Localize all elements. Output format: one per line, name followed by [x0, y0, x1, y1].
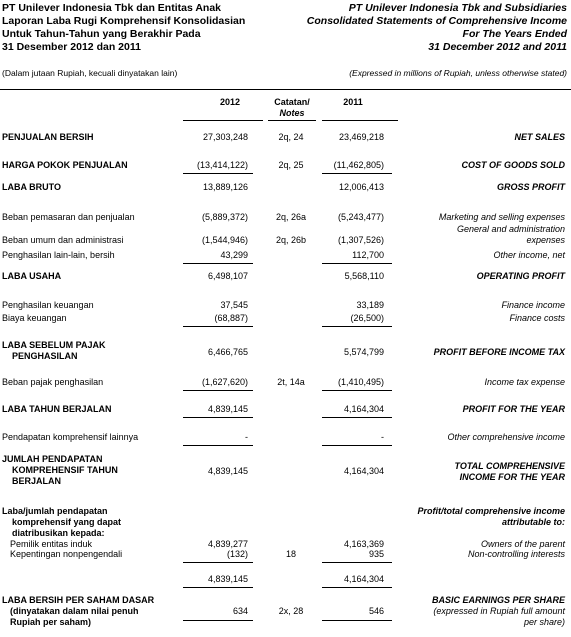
row-label-en-oci: Other comprehensive income	[447, 432, 565, 442]
value-2011-operating-profit: 5,568,110	[344, 271, 384, 281]
note-general: 2q, 26b	[275, 235, 307, 245]
period-date: 31 Desember 2012 dan 2011	[2, 41, 141, 53]
value-2011-marketing: (5,243,477)	[337, 212, 384, 222]
subtotal-rule	[183, 587, 253, 588]
row-label-tci: JUMLAH PENDAPATAN	[2, 454, 103, 464]
subtotal-rule	[183, 445, 253, 446]
company-name: PT Unilever Indonesia Tbk dan Entitas Anak	[2, 2, 221, 14]
note-cogs: 2q, 25	[278, 160, 304, 170]
value-2012-other-income: 43,299	[220, 250, 248, 260]
final-rule	[183, 620, 253, 621]
row-label2-tci: KOMPREHENSIF TAHUN	[12, 465, 118, 475]
row-label-en-tax: Income tax expense	[484, 377, 565, 387]
row-label-nci: Kepentingan nonpengendali	[10, 549, 123, 559]
subtotal-rule	[322, 587, 392, 588]
subtotal-rule	[322, 263, 392, 264]
value-2011-nci: 935	[368, 549, 384, 559]
note-eps: 2x, 28	[278, 606, 304, 616]
row-label-en-general: General and administration	[456, 224, 565, 234]
value-2011-profit-year: 4,164,304	[343, 404, 384, 414]
subtotal-rule	[183, 263, 253, 264]
period-label-en: For The Years Ended	[462, 28, 567, 40]
col-2012: 2012	[219, 97, 241, 107]
subtotal-rule	[183, 326, 253, 327]
row-label-en-attrib: Profit/total comprehensive income	[417, 506, 565, 516]
row-label-profit-year: LABA TAHUN BERJALAN	[2, 404, 112, 414]
row-label-attrib: Laba/jumlah pendapatan	[2, 506, 108, 516]
row-label-en-other-income: Other income, net	[493, 250, 565, 260]
value-2012-operating-profit: 6,498,107	[207, 271, 248, 281]
value-2011-owners: 4,163,369	[343, 539, 384, 549]
row-label-marketing: Beban pemasaran dan penjualan	[2, 212, 135, 222]
row-label-other-income: Penghasilan lain-lain, bersih	[2, 250, 115, 260]
col-notes: Catatan/	[274, 97, 310, 107]
subtotal-rule	[183, 173, 253, 174]
row-label-en2-tci: INCOME FOR THE YEAR	[459, 472, 565, 482]
row-label3-eps: Rupiah per saham)	[10, 617, 92, 627]
value-2011-cogs: (11,462,805)	[333, 160, 384, 170]
value-2012-nci: (132)	[226, 549, 248, 559]
note-nci: 18	[285, 549, 296, 559]
row-label-operating-profit: LABA USAHA	[2, 271, 62, 281]
period-date-en: 31 December 2012 and 2011	[428, 41, 567, 53]
row-label-en-owners: Owners of the parent	[480, 539, 565, 549]
value-2011-general: (1,307,526)	[337, 235, 384, 245]
statement-title-en: Consolidated Statements of Comprehensive Income	[306, 15, 567, 27]
value-2012-gross-profit: 13,889,126	[202, 182, 248, 192]
row-label-en-finance-income: Finance income	[501, 300, 565, 310]
subtotal-rule	[183, 390, 253, 391]
row-label-en-operating-profit: OPERATING PROFIT	[476, 271, 565, 281]
row-label-oci: Pendapatan komprehensif lainnya	[2, 432, 139, 442]
row-label-en2-attrib: attributable to:	[502, 517, 565, 527]
value-2012-owners: 4,839,277	[207, 539, 248, 549]
row-label-en-finance-costs: Finance costs	[509, 313, 565, 323]
row-label-finance-income: Penghasilan keuangan	[2, 300, 94, 310]
subtotal-rule	[183, 562, 253, 563]
row-label2-attrib: komprehensif yang dapat	[12, 517, 122, 527]
subtotal-rule	[322, 417, 392, 418]
row-label-general: Beban umum dan administrasi	[2, 235, 124, 245]
company-name-en: PT Unilever Indonesia Tbk and Subsidiaries	[348, 2, 567, 14]
row-label-en-pbt: PROFIT BEFORE INCOME TAX	[433, 347, 565, 357]
row-label-en2-general: expenses	[526, 235, 565, 245]
header-divider	[0, 89, 571, 90]
row-label-cogs: HARGA POKOK PENJUALAN	[2, 160, 128, 170]
subtotal-rule	[322, 173, 392, 174]
row-label3-attrib: diatribusikan kepada:	[12, 528, 105, 538]
row-label-en-profit-year: PROFIT FOR THE YEAR	[462, 404, 565, 414]
row-label-en3-eps: per share)	[523, 617, 565, 627]
row-label3-tci: BERJALAN	[12, 476, 62, 486]
subtotal-rule	[322, 562, 392, 563]
value-2011-tax: (1,410,495)	[337, 377, 384, 387]
value-2011-attrib-total: 4,164,304	[343, 574, 384, 584]
row-label-en-eps: BASIC EARNINGS PER SHARE	[431, 595, 565, 605]
value-2012-pbt: 6,466,765	[207, 347, 248, 357]
value-2011-other-income: 112,700	[352, 250, 384, 260]
row-label-en-gross-profit: GROSS PROFIT	[496, 182, 565, 192]
row-label-en-net-sales: NET SALES	[514, 132, 565, 142]
row-label-en2-eps: (expressed in Rupiah full amount	[433, 606, 565, 616]
value-2012-marketing: (5,889,372)	[201, 212, 248, 222]
value-2012-finance-costs: (68,887)	[214, 313, 248, 323]
value-2011-gross-profit: 12,006,413	[338, 182, 384, 192]
note-tax: 2t, 14a	[277, 377, 305, 387]
row-label2-pbt: PENGHASILAN	[12, 351, 78, 361]
row-label-en-nci: Non-controlling interests	[467, 549, 565, 559]
statement-title: Laporan Laba Rugi Komprehensif Konsolidasian	[2, 15, 246, 27]
units-note: (Dalam jutaan Rupiah, kecuali dinyatakan lain)	[2, 68, 178, 78]
period-label: Untuk Tahun-Tahun yang Berakhir Pada	[2, 28, 201, 40]
row-label-en-marketing: Marketing and selling expenses	[438, 212, 565, 222]
value-2012-cogs: (13,414,122)	[196, 160, 248, 170]
value-2012-profit-year: 4,839,145	[207, 404, 248, 414]
value-2012-tax: (1,627,620)	[201, 377, 248, 387]
col-notes-en: Notes	[279, 108, 305, 118]
value-2011-finance-income: 33,189	[356, 300, 384, 310]
row-label-en-cogs: COST OF GOODS SOLD	[461, 160, 565, 170]
row-label-owners: Pemilik entitas induk	[10, 539, 93, 549]
row-label-net-sales: PENJUALAN BERSIH	[2, 132, 94, 142]
subtotal-rule	[322, 390, 392, 391]
value-2011-tci: 4,164,304	[343, 466, 384, 476]
row-label-tax: Beban pajak penghasilan	[2, 377, 104, 387]
subtotal-rule	[322, 326, 392, 327]
units-note-en: (Expressed in millions of Rupiah, unless otherwise stated)	[349, 68, 567, 78]
final-rule	[322, 620, 392, 621]
value-2012-eps: 634	[232, 606, 248, 616]
value-2011-net-sales: 23,469,218	[338, 132, 384, 142]
row-label-gross-profit: LABA BRUTO	[2, 182, 61, 192]
row-label-eps: LABA BERSIH PER SAHAM DASAR	[2, 595, 155, 605]
value-2011-finance-costs: (26,500)	[350, 313, 384, 323]
value-2012-tci: 4,839,145	[207, 466, 248, 476]
note-marketing: 2q, 26a	[275, 212, 307, 222]
col-2011: 2011	[343, 97, 363, 107]
value-2012-finance-income: 37,545	[220, 300, 248, 310]
subtotal-rule	[183, 417, 253, 418]
value-2012-attrib-total: 4,839,145	[207, 574, 248, 584]
value-2011-eps: 546	[368, 606, 384, 616]
value-2012-net-sales: 27,303,248	[202, 132, 248, 142]
row-label2-eps: (dinyatakan dalam nilai penuh	[10, 606, 139, 616]
subtotal-rule	[322, 445, 392, 446]
note-net-sales: 2q, 24	[278, 132, 304, 142]
value-2011-pbt: 5,574,799	[343, 347, 384, 357]
row-label-en-tci: TOTAL COMPREHENSIVE	[454, 461, 565, 471]
row-label-finance-costs: Biaya keuangan	[2, 313, 67, 323]
row-label-pbt: LABA SEBELUM PAJAK	[2, 340, 106, 350]
value-2012-oci: -	[245, 432, 248, 442]
value-2012-general: (1,544,946)	[201, 235, 248, 245]
value-2011-oci: -	[381, 432, 384, 442]
